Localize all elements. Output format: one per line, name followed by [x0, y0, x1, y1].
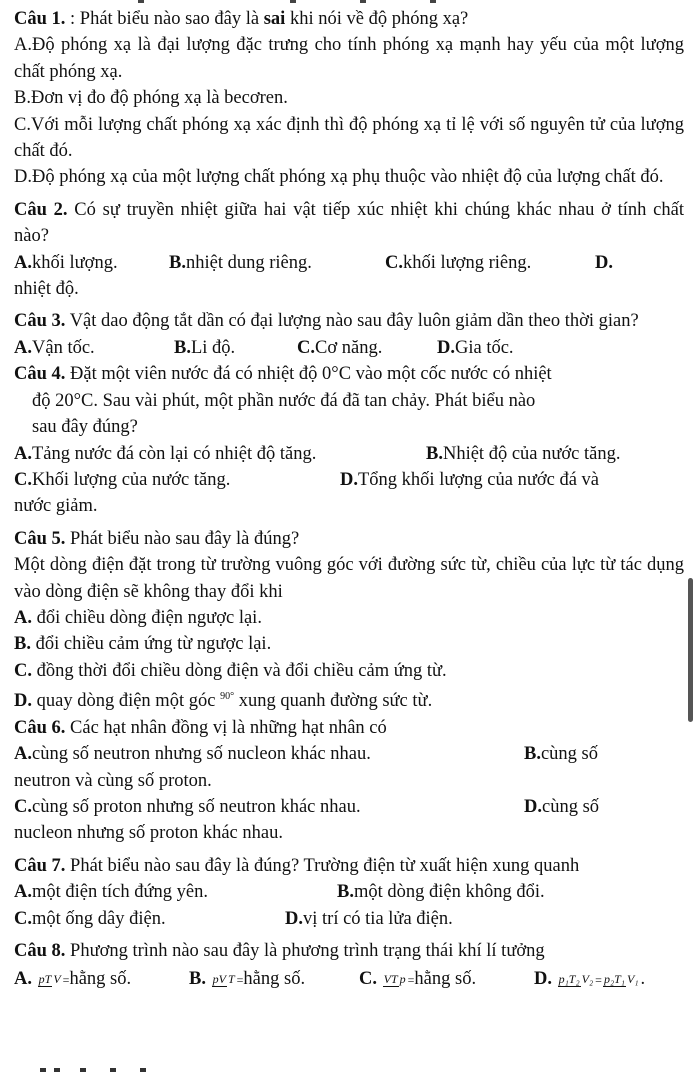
question-2-option-a: A.khối lượng.	[14, 252, 118, 273]
question-5-stem: Câu 5. Phát biểu nào sau đây là đúng?	[14, 528, 300, 549]
question-3-options	[14, 335, 684, 361]
question-3-option-c: C.Cơ năng.	[297, 337, 383, 358]
question-7-stem: Câu 7. Phát biểu nào sau đây là đúng? Trường điện từ xuất hiện xung quanh	[14, 855, 580, 876]
question-2-option-c: C.khối lượng riêng.	[385, 252, 532, 273]
question-7-option-c: C.một ống dây điện.	[14, 908, 166, 929]
question-6-option-c: C.cùng số proton nhưng số neutron khác nhau.	[14, 796, 361, 817]
question-1-stem: Câu 1. : Phát biểu nào sao đây là sai khi nói về độ phóng xạ?	[14, 9, 469, 29]
question-1-option-c: C.Với mỗi lượng chất phóng xạ xác định thì độ phóng xạ tỉ lệ với số nguyên tử của lượng chất đó.	[14, 114, 684, 162]
question-2-option-d-label: D.	[595, 252, 613, 273]
question-4-options-cd	[14, 467, 684, 493]
question-6-options-cd	[14, 794, 684, 820]
fraction-b: pV T	[212, 972, 235, 987]
question-8-option-d: D. p₁T₂ V₂ = p₂T₁ V₁ .	[534, 969, 646, 990]
question-6-option-d-cont: nucleon nhưng số proton khác nhau.	[14, 823, 283, 844]
question-1-option-b: B.Đơn vị đo độ phóng xạ là becơren.	[14, 88, 288, 109]
question-3-option-b: B.Li độ.	[174, 337, 236, 358]
question-2-stem: Câu 2. Có sự truyền nhiệt giữa hai vật tiếp xúc nhiệt khi chúng khác nhau ở tính chất nào?	[14, 199, 684, 247]
question-6-option-a: A.cùng số neutron nhưng số nucleon khác nhau.	[14, 744, 371, 765]
question-4-option-a: A.Tảng nước đá còn lại có nhiệt độ tăng.	[14, 443, 317, 464]
question-4-option-d-cont: nước giảm.	[14, 496, 98, 517]
question-3-option-d: D.Gia tốc.	[437, 337, 514, 358]
question-3-option-a: A.Vận tốc.	[14, 337, 95, 358]
question-6-option-b-cont: neutron và cùng số proton.	[14, 770, 212, 791]
question-8-option-b: B. pV T =hằng số.	[189, 969, 306, 990]
question-2-option-d: nhiệt độ.	[14, 279, 79, 300]
question-8-stem: Câu 8. Phương trình nào sau đây là phương trình trạng thái khí lí tưởng	[14, 940, 545, 961]
fraction-d-right: p₂T₁ V₁	[603, 972, 639, 987]
question-6-stem: Câu 6. Các hạt nhân đồng vị là những hạt nhân có	[14, 717, 387, 738]
question-6-option-d: D.cùng số	[524, 796, 600, 817]
question-7-option-b: B.một dòng điện không đổi.	[337, 882, 545, 903]
fraction-c: VT p	[383, 972, 406, 987]
question-3-stem: Câu 3. Vật dao động tắt dần có đại lượng nào sau đây luôn giảm dần theo thời gian?	[14, 311, 639, 332]
bottom-cropped-text	[40, 1068, 240, 1072]
question-4-stem: Câu 4. Đặt một viên nước đá có nhiệt độ 0°C vào một cốc nước có nhiệt	[14, 364, 552, 385]
question-8-option-c: C. VT p =hằng số.	[359, 969, 477, 990]
question-8-option-a: A. pT V =hằng số.	[14, 969, 132, 990]
question-4-stem-line2: độ 20°C. Sau vài phút, một phần nước đá đã tan chảy. Phát biểu nào	[32, 390, 536, 411]
question-4-stem-line3: sau đây đúng?	[32, 417, 138, 438]
question-5-option-c: C. đồng thời đổi chiều dòng điện và đổi chiều cảm ứng từ.	[14, 660, 447, 681]
question-4-options-ab	[14, 441, 684, 467]
question-7-options-cd	[14, 906, 684, 932]
question-6-options-ab	[14, 741, 684, 767]
question-1-option-d: D.Độ phóng xạ của một lượng chất phóng xạ phụ thuộc vào nhiệt độ của lượng chất đó.	[14, 167, 664, 188]
question-8-options	[14, 966, 684, 993]
question-2-options	[14, 250, 684, 276]
question-5-stem-2: Một dòng điện đặt trong từ trường vuông góc với đường sức từ, chiều của lực từ tác dụng vào dòng điện sẽ không thay đổi khi	[14, 555, 684, 602]
question-5-option-b: B. đổi chiều cảm ứng từ ngược lại.	[14, 634, 272, 655]
fraction-d-left: p₁T₂ V₂	[558, 972, 594, 987]
question-2-option-b: B.nhiệt dung riêng.	[169, 252, 312, 273]
question-1-option-a: A.Độ phóng xạ là đại lượng đặc trưng cho tính phóng xạ mạnh hay yếu của một lượng chất phóng xạ.	[14, 35, 684, 82]
question-4-option-d: D.Tổng khối lượng của nước đá và	[340, 469, 600, 490]
question-6-option-b: B.cùng số	[524, 744, 599, 765]
document-body	[14, 6, 684, 993]
fraction-a: pT V	[38, 972, 61, 987]
question-5-option-a: A. đổi chiều dòng điện ngược lại.	[14, 607, 262, 628]
question-5-option-d: D. quay dòng điện một góc $^{90^\circ}$ xung quanh đường sức từ.	[14, 691, 433, 712]
scrollbar-thumb[interactable]	[688, 578, 693, 722]
question-4-option-b: B.Nhiệt độ của nước tăng.	[426, 443, 621, 464]
question-7-option-a: A.một điện tích đứng yên.	[14, 882, 208, 903]
question-7-options-ab	[14, 879, 684, 905]
question-4-option-c: C.Khối lượng của nước tăng.	[14, 469, 231, 490]
top-cropped-text	[0, 0, 700, 4]
question-7-option-d: D.vị trí có tia lửa điện.	[285, 908, 453, 929]
